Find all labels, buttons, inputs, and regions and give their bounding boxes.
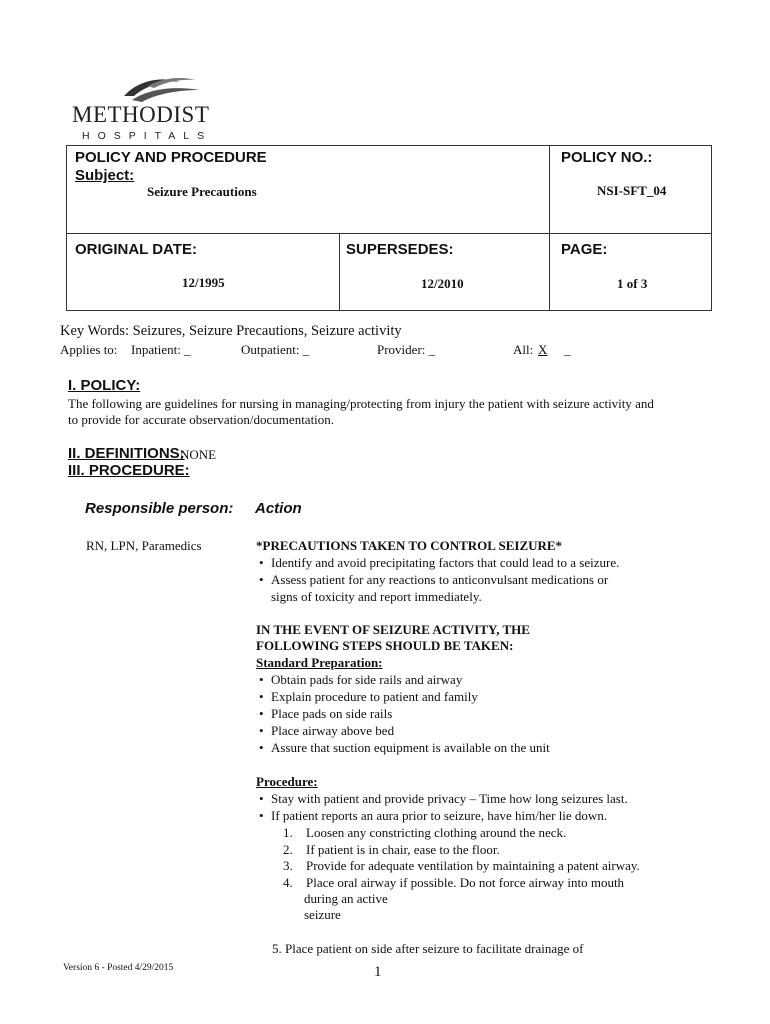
event-line-2: FOLLOWING STEPS SHOULD BE TAKEN: — [256, 638, 514, 653]
applies-to-label: Applies to: — [60, 342, 118, 357]
original-date-label: ORIGINAL DATE: — [75, 241, 197, 258]
policy-heading: I. POLICY: — [68, 377, 141, 394]
step-text: Provide for adequate ventilation by maintaining a patent airway. — [306, 858, 640, 873]
methodist-logo — [72, 74, 272, 144]
procedure-bullet-2: • If patient reports an aura prior to seizure, have him/her lie down. — [271, 808, 607, 824]
precautions-title: *PRECAUTIONS TAKEN TO CONTROL SEIZURE* — [256, 538, 563, 553]
step-text: If patient is in chair, ease to the floor. — [306, 842, 500, 857]
page-number: 1 — [374, 964, 382, 980]
procedure-bullet-1: • Stay with patient and provide privacy – Time how long seizures last. — [271, 791, 628, 807]
standard-item: • Place pads on side rails — [271, 706, 392, 722]
applies-outpatient: Outpatient: _ — [241, 342, 310, 357]
step-number: 2. — [283, 842, 293, 857]
step-4-continued-1: during an active — [304, 891, 388, 906]
policy-header-table — [66, 145, 712, 311]
policy-no-value: NSI-SFT_04 — [597, 183, 667, 198]
policy-and-procedure-label: POLICY AND PROCEDURE — [75, 149, 267, 166]
subject-label: Subject: — [75, 167, 135, 184]
step-text: Loosen any constricting clothing around the neck. — [306, 825, 567, 840]
applies-all-value: X — [538, 342, 548, 357]
precaution-bullet-2-continued: signs of toxicity and report immediately. — [271, 589, 482, 604]
applies-all-label: All: — [513, 342, 534, 357]
page-label: PAGE: — [561, 241, 608, 258]
responsible-person-header: Responsible person: — [85, 500, 234, 517]
subject-value: Seizure Precautions — [147, 184, 257, 199]
page-value: 1 of 3 — [617, 276, 648, 291]
supersedes-label: SUPERSEDES: — [346, 241, 454, 258]
precaution-bullet-1: • Identify and avoid precipitating factors that could lead to a seizure. — [271, 555, 619, 571]
definitions-heading: II. DEFINITIONS: — [68, 445, 185, 462]
footer-version: Version 6 - Posted 4/29/2015 — [63, 963, 174, 973]
logo-subtitle: HOSPITALS — [82, 130, 213, 142]
action-header: Action — [255, 500, 302, 517]
procedure-heading: III. PROCEDURE: — [68, 462, 190, 479]
step-number: 1. — [283, 825, 293, 840]
logo-name: METHODIST — [72, 102, 210, 127]
responsible-value: RN, LPN, Paramedics — [86, 538, 202, 553]
standard-item: • Place airway above bed — [271, 723, 394, 739]
step-text: Place oral airway if possible. Do not force airway into mouth — [306, 875, 625, 890]
standard-preparation-label: Standard Preparation: — [256, 655, 383, 670]
event-line-1: IN THE EVENT OF SEIZURE ACTIVITY, THE — [256, 622, 530, 637]
applies-all-tail: _ — [564, 342, 571, 357]
precaution-bullet-2: • Assess patient for any reactions to anticonvulsant medications or — [271, 572, 608, 588]
standard-item: • Obtain pads for side rails and airway — [271, 672, 462, 688]
step-4-continued-2: seizure — [304, 907, 341, 922]
supersedes-value: 12/2010 — [421, 276, 464, 291]
definitions-value: NONE — [180, 447, 217, 462]
policy-text-line1: The following are guidelines for nursing in managing/protecting from injury the patient with seizure activity and — [68, 396, 654, 411]
procedure-label: Procedure: — [256, 774, 318, 789]
logo-swoosh-icon — [118, 74, 208, 104]
policy-no-label: POLICY NO.: — [561, 149, 653, 166]
policy-text-line2: to provide for accurate observation/documentation. — [68, 412, 335, 427]
standard-item: • Explain procedure to patient and family — [271, 689, 478, 705]
step-5: 5. Place patient on side after seizure to facilitate drainage of — [272, 941, 584, 956]
step-number: 4. — [283, 875, 293, 890]
key-words: Key Words: Seizures, Seizure Precautions, Seizure activity — [60, 323, 402, 339]
applies-provider: Provider: _ — [377, 342, 436, 357]
original-date-value: 12/1995 — [182, 275, 225, 290]
step-number: 3. — [283, 858, 293, 873]
applies-inpatient: Inpatient: _ — [131, 342, 191, 357]
standard-item: • Assure that suction equipment is available on the unit — [271, 740, 550, 756]
